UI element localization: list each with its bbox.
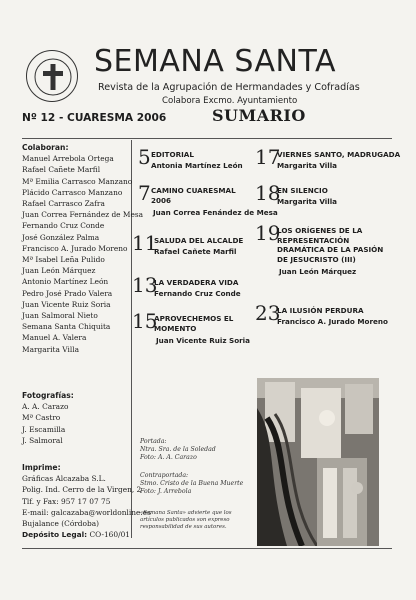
- entry-author: Juan Correa Fenández de Mesa: [153, 208, 278, 218]
- entry-author: Margarita Villa: [277, 160, 338, 170]
- sumario-title: SUMARIO: [212, 106, 306, 125]
- imprime-line: Tlf. y Fax: 957 17 07 75: [22, 496, 111, 506]
- entry-page-number: 11: [132, 231, 158, 255]
- magazine-subtitle: Revista de la Agrupación de Hermandades y Cofradías: [98, 82, 360, 93]
- colaborador-name: José González Palma: [22, 232, 100, 242]
- seal-logo: [26, 50, 78, 102]
- colaborador-name: Juan Correa Fernández de Mesa: [22, 210, 144, 220]
- colaboran-heading: Colaboran:: [22, 143, 69, 152]
- entry-title: REPRESENTACIÓN: [277, 235, 350, 245]
- portada-photo-credit: Foto: A. A. Carazo: [140, 454, 197, 462]
- deposito-legal: [22, 529, 151, 540]
- colaborador-name: Pedro José Prado Valera: [22, 288, 113, 298]
- imprime-heading: Imprime:: [22, 463, 61, 472]
- contraportada-caption: [140, 472, 243, 497]
- entry-author: Antonia Martínez León: [151, 160, 243, 170]
- fotografo-name: J. Salmoral: [22, 435, 63, 445]
- entry-title: LOS ORÍGENES DE LA: [277, 226, 363, 235]
- entry-title: APROVECHEMOS EL: [154, 314, 234, 323]
- entry-page-number: 19: [255, 221, 281, 245]
- entry-page-number: 17: [255, 145, 281, 169]
- colaborador-name: Juan Salmoral Nieto: [22, 311, 98, 321]
- entry-title: VIERNES SANTO, MADRUGADA: [277, 150, 401, 159]
- colaborador-name: Manuel A. Valera: [22, 333, 87, 343]
- colaborador-name: Juan Vicente Ruiz Soria: [22, 299, 111, 309]
- entry-title: DE JESUCRISTO (III): [277, 254, 356, 264]
- entry-title: SALUDA DEL ALCALDE: [154, 236, 244, 245]
- colaborador-name: Margarita Villa: [22, 344, 79, 354]
- contraportada-label: Contraportada:: [140, 472, 189, 479]
- imprime-line: Bujalance (Córdoba): [22, 519, 100, 529]
- entry-title: MOMENTO: [154, 323, 197, 333]
- entry-author: Francisco A. Jurado Moreno: [277, 316, 388, 326]
- entry-author: Fernando Cruz Conde: [154, 288, 241, 298]
- entry-page-number: 23: [255, 301, 281, 325]
- fotografo-name: J. Escamilla: [22, 424, 66, 434]
- colaborador-name: Plácido Carrasco Manzano: [22, 187, 123, 197]
- colaborador-name: Juan León Márquez: [22, 266, 96, 276]
- entry-page-number: 13: [132, 273, 158, 297]
- fotografo-name: A. A. Carazo: [22, 402, 69, 412]
- entry-title: CAMINO CUARESMAL: [151, 186, 236, 195]
- imprime-line: E-mail: galcazaba@worldonline.es: [22, 507, 151, 517]
- colaborador-name: Manuel Arrebola Ortega: [22, 154, 114, 164]
- disclaimer-note: «Semana Santa» advierte que los artículos publicados son expreso responsabilidad de sus autores.: [140, 510, 232, 530]
- entry-title: LA ILUSIÓN PERDURA: [277, 306, 364, 315]
- colaborador-name: Rafael Carrasco Zafra: [22, 199, 105, 209]
- colaborador-name: Fernando Cruz Conde: [22, 221, 105, 231]
- colaborador-name: Semana Santa Chiquita: [22, 322, 111, 332]
- entry-page-number: 15: [132, 309, 158, 333]
- entry-title: 2006: [151, 195, 172, 205]
- colaborador-name: Antonio Martínez León: [22, 277, 109, 287]
- contraportada-photo-credit: Foto: J. Arrebola: [140, 488, 192, 496]
- fotografias-heading: Fotografías:: [22, 391, 74, 400]
- entry-title: EN SILENCIO: [277, 186, 328, 195]
- fotografo-name: Mª Castro: [22, 413, 61, 423]
- imprime-list: [22, 473, 151, 529]
- imprime-line: Polig. Ind. Cerro de la Virgen, 2: [22, 485, 142, 495]
- imprime-block: [22, 462, 151, 540]
- colaboran-block: [22, 142, 143, 355]
- entry-title: EDITORIAL: [151, 150, 194, 159]
- portada-label: Portada:: [140, 438, 167, 445]
- contraportada-subject: Stmo. Cristo de la Buena Muerte: [140, 480, 244, 488]
- entry-title: LA VERDADERA VIDA: [154, 278, 239, 287]
- entry-author: Rafael Cañete Marfil: [154, 246, 237, 256]
- portada-caption: [140, 438, 216, 463]
- colaboran-list: [22, 153, 143, 355]
- colaborador-name: Francisco A. Jurado Moreno: [22, 243, 128, 253]
- fotografias-block: [22, 390, 74, 446]
- bottom-divider: [22, 548, 392, 549]
- imprime-line: Gráficas Alcazaba S.L.: [22, 474, 106, 484]
- issue-number: Nº 12 - CUARESMA 2006: [22, 112, 167, 124]
- portada-subject: Ntra. Sra. de la Soledad: [140, 446, 216, 454]
- cover-photo: [257, 378, 379, 546]
- deposito-label: Depósito Legal:: [22, 530, 88, 540]
- entry-author: Margarita Villa: [277, 196, 338, 206]
- entry-page-number: 5: [138, 145, 151, 169]
- fotografias-list: [22, 401, 74, 446]
- entry-title: DRAMÁTICA DE LA PASIÓN: [277, 245, 384, 255]
- entry-page-number: 18: [255, 181, 281, 205]
- top-divider: [22, 138, 392, 139]
- magazine-title: SEMANA SANTA: [94, 44, 336, 79]
- colaborador-name: Mª Emilia Carrasco Manzano: [22, 176, 133, 186]
- entry-author: Juan León Márquez: [279, 267, 357, 277]
- colaborador-name: Rafael Cañete Marfil: [22, 165, 101, 175]
- magazine-sponsor: Colabora Excmo. Ayuntamiento: [162, 96, 298, 106]
- colaborador-name: Mª Isabel Leña Pulido: [22, 255, 105, 265]
- entry-page-number: 7: [138, 181, 151, 205]
- deposito-value: CO-160/01: [89, 530, 130, 540]
- entry-author: Juan Vicente Ruiz Soria: [156, 336, 250, 346]
